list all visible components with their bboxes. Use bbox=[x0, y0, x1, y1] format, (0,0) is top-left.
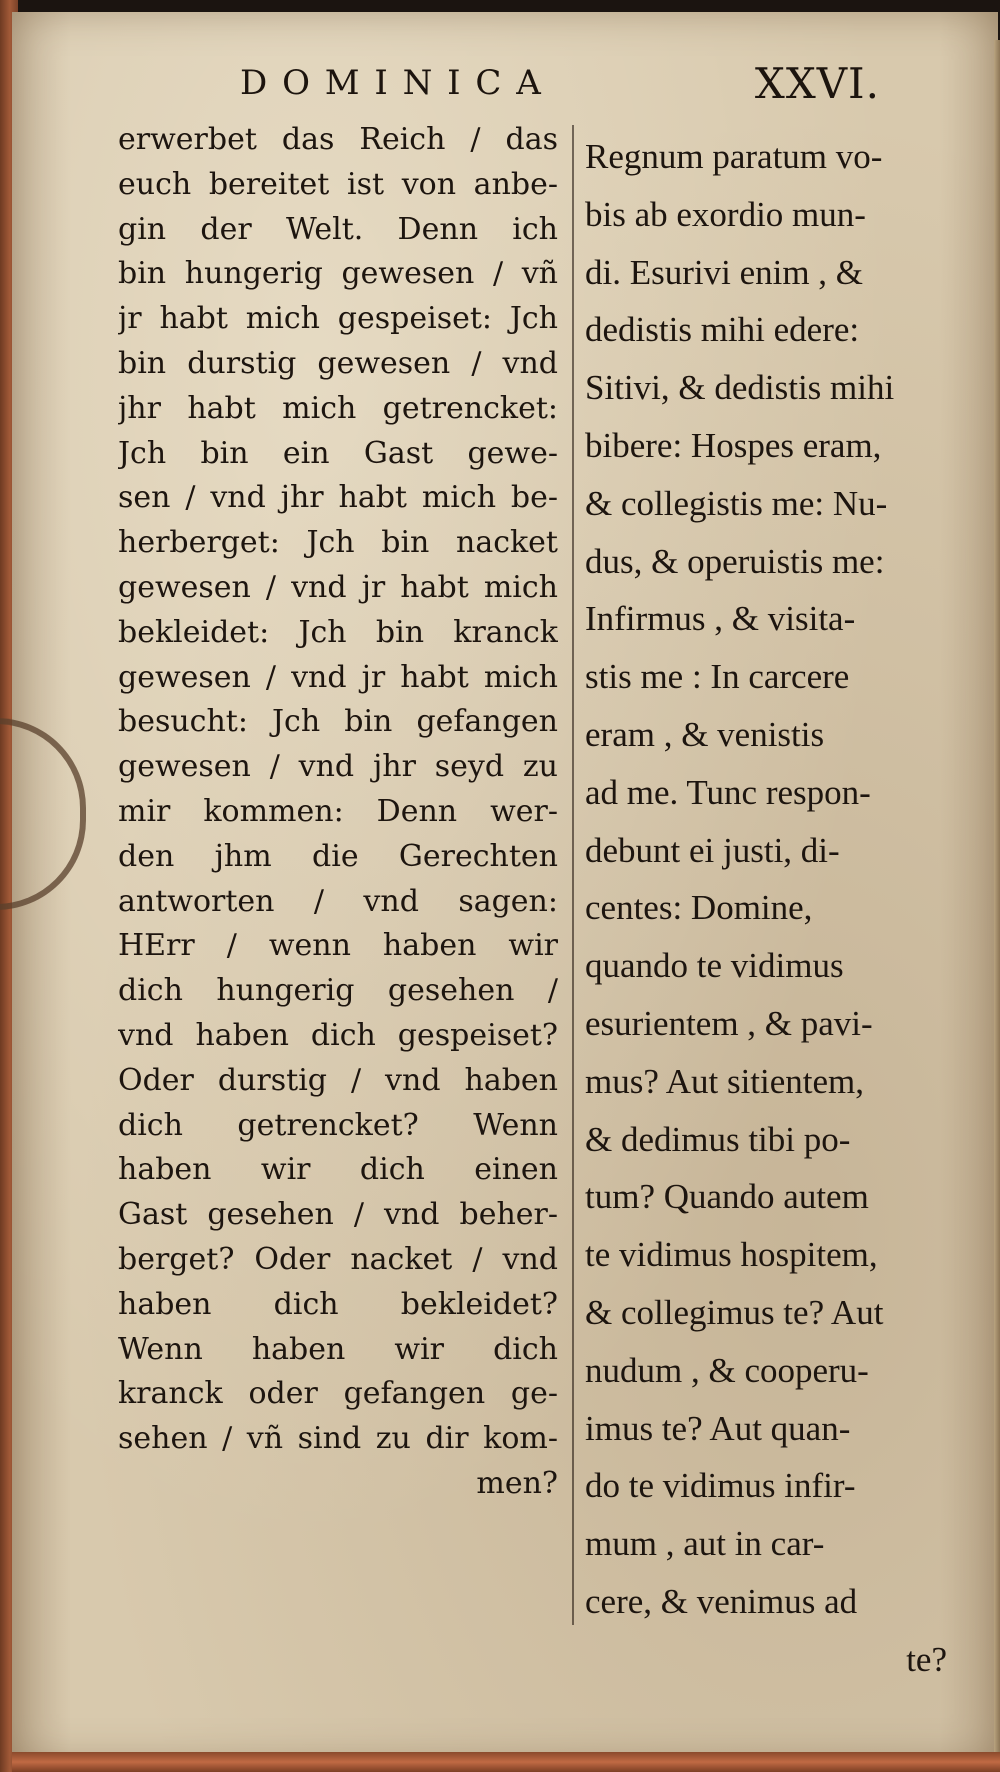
german-text-line: dich hungerig gesehen / bbox=[118, 973, 558, 1009]
latin-text-line: stis me : In carcere bbox=[585, 657, 850, 697]
latin-text-line: do te vidimus infir- bbox=[585, 1466, 856, 1506]
german-text-line: kranck oder gefangen ge- bbox=[118, 1376, 558, 1412]
german-text-line: gewesen / vnd jr habt mich bbox=[118, 569, 558, 605]
german-text-line: sen / vnd jhr habt mich be- bbox=[118, 480, 558, 516]
sunday-number: XXVI. bbox=[754, 58, 880, 108]
latin-text-line: & dedimus tibi po- bbox=[585, 1119, 851, 1159]
latin-text-line: mus? Aut sitientem, bbox=[585, 1061, 865, 1101]
german-text-line: vnd haben dich gespeiset? bbox=[118, 1017, 558, 1053]
latin-text-line: & collegimus te? Aut bbox=[585, 1292, 884, 1332]
latin-text-line: mum , aut in car- bbox=[585, 1524, 825, 1564]
running-header bbox=[240, 58, 880, 108]
german-text-line: haben wir dich einen bbox=[118, 1152, 558, 1188]
german-text-line: mir kommen: Denn wer- bbox=[118, 793, 558, 829]
latin-text-column bbox=[585, 128, 995, 1689]
latin-text-line: dus, & operuistis me: bbox=[585, 541, 885, 581]
latin-text-line: tum? Quando autem bbox=[585, 1177, 869, 1217]
german-text-line: erwerbet das Reich / das bbox=[118, 122, 558, 157]
german-text-line: den jhm die Gerechten bbox=[118, 838, 558, 874]
latin-text-line: bis ab exordio mun- bbox=[585, 194, 866, 234]
german-text-line: jr habt mich gespeiset: Jch bbox=[118, 301, 558, 337]
german-text-line: HErr / wenn haben wir bbox=[118, 928, 558, 964]
latin-text-line: quando te vidimus bbox=[585, 946, 844, 986]
latin-text-line: Sitivi, & dedistis mihi bbox=[585, 368, 895, 408]
german-text-line: dich getrencket? Wenn bbox=[118, 1107, 558, 1143]
column-divider bbox=[572, 125, 574, 1625]
latin-text-line: esurientem , & pavi- bbox=[585, 1003, 873, 1043]
german-text-line: antworten / vnd sagen: bbox=[118, 883, 558, 919]
latin-text-line: Infirmus , & visita- bbox=[585, 599, 856, 639]
german-text-line: gewesen / vnd jhr seyd zu bbox=[118, 749, 558, 785]
german-text-line: haben dich bekleidet? bbox=[118, 1286, 558, 1322]
german-text-line: sehen / vñ sind zu dir kom- bbox=[118, 1421, 558, 1457]
latin-text-line: ad me. Tunc respon- bbox=[585, 772, 871, 812]
german-text-line: euch bereitet ist von anbe- bbox=[118, 166, 558, 202]
german-text-line: bin hungerig gewesen / vñ bbox=[118, 256, 558, 292]
german-text-line: gewesen / vnd jr habt mich bbox=[118, 659, 558, 695]
latin-text-line: bibere: Hospes eram, bbox=[585, 425, 882, 465]
running-title: D O M I N I C A bbox=[240, 63, 543, 103]
latin-text-line: nudum , & cooperu- bbox=[585, 1350, 869, 1390]
german-text-line: Wenn haben wir dich bbox=[118, 1331, 558, 1367]
latin-text-line: centes: Domine, bbox=[585, 888, 813, 928]
german-text-line: men? bbox=[476, 1465, 558, 1501]
german-text-line: bin durstig gewesen / vnd bbox=[118, 345, 558, 381]
latin-text-line: debunt ei justi, di- bbox=[585, 830, 840, 870]
latin-text-line: te vidimus hospitem, bbox=[585, 1235, 878, 1275]
german-text-column bbox=[118, 118, 558, 1507]
latin-text-line: & collegistis me: Nu- bbox=[585, 483, 888, 523]
latin-text-line: Regnum paratum vo- bbox=[585, 137, 883, 176]
german-text-line: bekleidet: Jch bin kranck bbox=[118, 614, 558, 650]
latin-text-line: imus te? Aut quan- bbox=[585, 1408, 851, 1448]
german-text-line: Oder durstig / vnd haben bbox=[118, 1062, 558, 1098]
german-text-line: Jch bin ein Gast gewe- bbox=[118, 435, 558, 471]
german-text-line: Gast gesehen / vnd beher- bbox=[118, 1197, 558, 1233]
latin-text-line: cere, & venimus ad bbox=[585, 1581, 858, 1621]
latin-text-line: te? bbox=[906, 1639, 947, 1679]
latin-text-line: di. Esurivi enim , & bbox=[585, 252, 864, 292]
page-bottom-edge bbox=[12, 1752, 1000, 1772]
german-text-line: jhr habt mich getrencket: bbox=[118, 390, 558, 426]
german-text-line: berget? Oder nacket / vnd bbox=[118, 1241, 558, 1277]
german-text-line: gin der Welt. Denn ich bbox=[118, 211, 558, 247]
german-text-line: besucht: Jch bin gefangen bbox=[118, 704, 558, 740]
latin-text-line: dedistis mihi edere: bbox=[585, 310, 860, 350]
latin-text-line: eram , & venistis bbox=[585, 714, 825, 754]
german-text-line: herberget: Jch bin nacket bbox=[118, 525, 558, 561]
